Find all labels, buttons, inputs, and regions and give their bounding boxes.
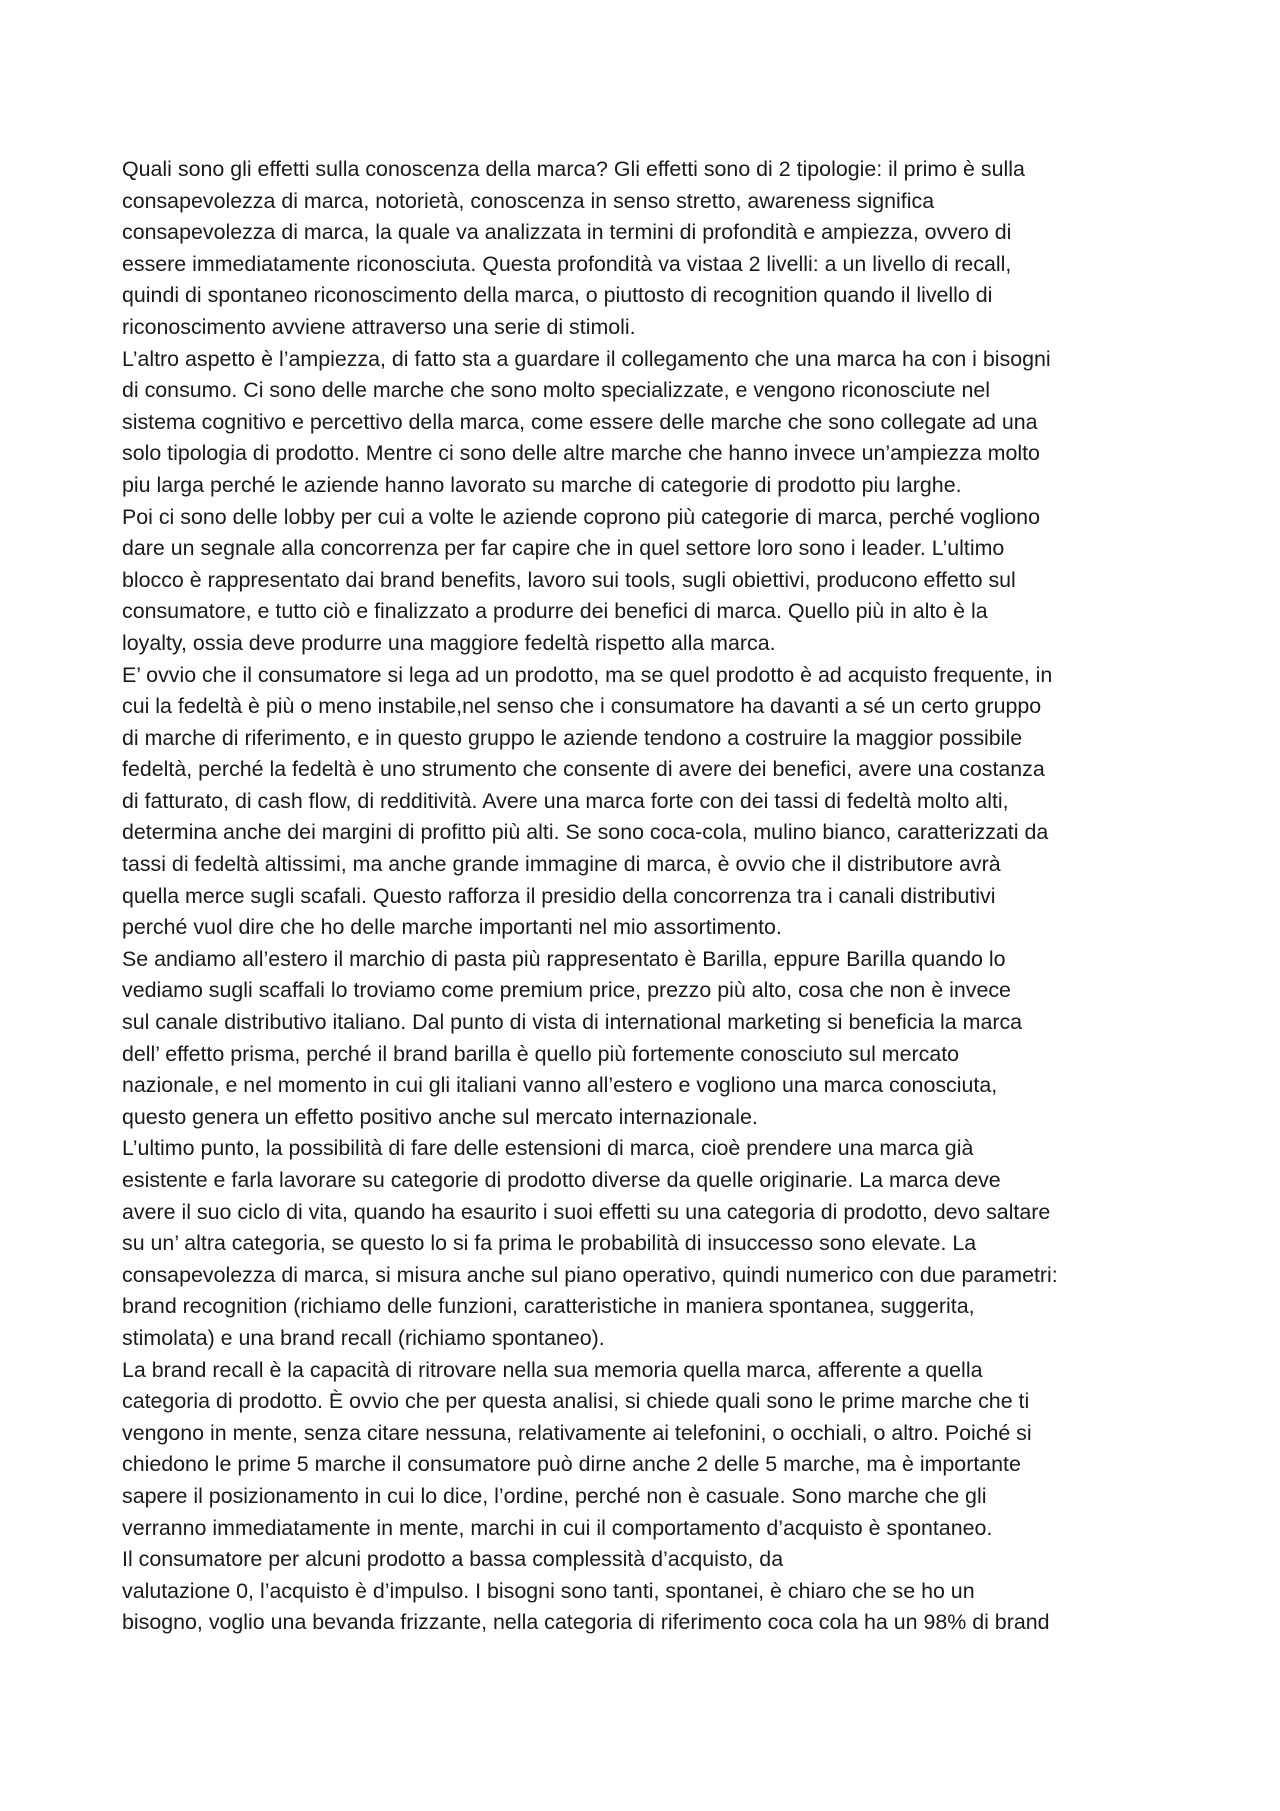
text-line: solo tipologia di prodotto. Mentre ci sono delle altre marche che hanno invece un’ampiezza molto — [122, 441, 1040, 466]
text-line: quindi di spontaneo riconoscimento della marca, o piuttosto di recognition quando il livello di — [122, 283, 993, 308]
text-line: piu larga perché le aziende hanno lavorato su marche di categorie di prodotto piu larghe. — [122, 472, 962, 497]
text-line: consapevolezza di marca, la quale va analizzata in termini di profondità e ampiezza, ovvero di — [122, 220, 1012, 245]
text-line: su un’ altra categoria, se questo lo si fa prima le probabilità di insuccesso sono elevate. La — [122, 1231, 977, 1256]
text-line: sul canale distributivo italiano. Dal punto di vista di international marketing si beneficia la marca — [122, 1010, 1023, 1035]
text-line: categoria di prodotto. È ovvio che per questa analisi, si chiede quali sono le prime marche che ti — [122, 1389, 1030, 1414]
text-line: riconoscimento avviene attraverso una serie di stimoli. — [122, 314, 636, 339]
text-line: blocco è rappresentato dai brand benefits, lavoro sui tools, sugli obiettivi, producono effetto sul — [122, 567, 1016, 592]
text-line: determina anche dei margini di profitto più alti. Se sono coca-cola, mulino bianco, caratterizzati da — [122, 820, 1049, 845]
text-line: stimolata) e una brand recall (richiamo spontaneo). — [122, 1325, 605, 1350]
text-line: brand recognition (richiamo delle funzioni, caratteristiche in maniera spontanea, suggerita, — [122, 1294, 975, 1319]
text-line: sapere il posizionamento in cui lo dice, l’ordine, perché non è casuale. Sono marche che gli — [122, 1483, 987, 1508]
text-line: dell’ effetto prisma, perché il brand barilla è quello più fortemente conosciuto sul mercato — [122, 1041, 960, 1066]
text-line: consapevolezza di marca, notorietà, conoscenza in senso stretto, awareness significa — [122, 188, 935, 213]
text-line: di consumo. Ci sono delle marche che sono molto specializzate, e vengono riconosciute nel — [122, 378, 990, 403]
text-line: sistema cognitivo e percettivo della marca, come essere delle marche che sono collegate ad una — [122, 409, 1038, 434]
text-line: Il consumatore per alcuni prodotto a bassa complessità d’acquisto, da — [122, 1547, 784, 1572]
text-line: avere il suo ciclo di vita, quando ha esaurito i suoi effetti su una categoria di prodotto, devo saltare — [122, 1199, 1051, 1224]
text-line: valutazione 0, l’acquisto è d’impulso. I bisogni sono tanti, spontanei, è chiaro che se ho un — [122, 1578, 975, 1603]
text-line: L’ultimo punto, la possibilità di fare delle estensioni di marca, cioè prendere una marca già — [122, 1136, 974, 1161]
text-line: bisogno, voglio una bevanda frizzante, nella categoria di riferimento coca cola ha un 98% di brand — [122, 1610, 1050, 1635]
text-line: tassi di fedeltà altissimi, ma anche grande immagine di marca, è ovvio che il distributore avrà — [122, 852, 1001, 877]
text-line: di fatturato, di cash flow, di redditività. Avere una marca forte con dei tassi di fedeltà molto alti, — [122, 788, 1009, 813]
text-line: essere immediatamente riconosciuta. Questa profondità va vistaa 2 livelli: a un livello di recall, — [122, 251, 1012, 276]
text-line: consapevolezza di marca, si misura anche sul piano operativo, quindi numerico con due parametri: — [122, 1262, 1058, 1287]
text-line: quella merce sugli scafali. Questo rafforza il presidio della concorrenza tra i canali distributivi — [122, 883, 996, 908]
text-line: La brand recall è la capacità di ritrovare nella sua memoria quella marca, afferente a quella — [122, 1357, 983, 1382]
text-line: verranno immediatamente in mente, marchi in cui il comportamento d’acquisto è spontaneo. — [122, 1515, 993, 1540]
text-line: esistente e farla lavorare su categorie di prodotto diverse da quelle originarie. La marca deve — [122, 1168, 1001, 1192]
text-line: dare un segnale alla concorrenza per far capire che in quel settore loro sono i leader. L’ultimo — [122, 536, 1005, 561]
text-line: vediamo sugli scaffali lo troviamo come premium price, prezzo più alto, cosa che non è invece — [122, 978, 1011, 1003]
text-line: cui la fedeltà è più o meno instabile,nel senso che i consumatore ha davanti a sé un certo gruppo — [122, 694, 1042, 719]
text-line: Poi ci sono delle lobby per cui a volte le aziende coprono più categorie di marca, perché vogliono — [122, 504, 1040, 529]
text-line: questo genera un effetto positivo anche sul mercato internazionale. — [122, 1104, 758, 1129]
text-line: L’altro aspetto è l’ampiezza, di fatto sta a guardare il collegamento che una marca ha con i bisogni — [122, 346, 1051, 371]
text-line: vengono in mente, senza citare nessuna, relativamente ai telefonini, o occhiali, o altro. Poiché si — [122, 1420, 1032, 1445]
text-line: loyalty, ossia deve produrre una maggiore fedeltà rispetto alla marca. — [122, 630, 776, 655]
text-line: perché vuol dire che ho delle marche importanti nel mio assortimento. — [122, 915, 782, 940]
text-line: E’ ovvio che il consumatore si lega ad un prodotto, ma se quel prodotto è ad acquisto frequente, in — [122, 662, 1053, 687]
text-line: Se andiamo all’estero il marchio di pasta più rappresentato è Barilla, eppure Barilla quando lo — [122, 946, 1006, 971]
text-line: nazionale, e nel momento in cui gli italiani vanno all’estero e vogliono una marca conosciuta, — [122, 1073, 998, 1098]
text-line: Quali sono gli effetti sulla conoscenza della marca? Gli effetti sono di 2 tipologie: il primo è sulla — [122, 157, 1025, 181]
document-body — [122, 154, 1170, 1639]
text-line: chiedono le prime 5 marche il consumatore può dirne anche 2 delle 5 marche, ma è importante — [122, 1452, 1021, 1477]
text-line: di marche di riferimento, e in questo gruppo le aziende tendono a costruire la maggior possibile — [122, 725, 1023, 750]
text-line: consumatore, e tutto ciò e finalizzato a produrre dei benefici di marca. Quello più in alto è la — [122, 599, 988, 624]
text-line: fedeltà, perché la fedeltà è uno strumento che consente di avere dei benefici, avere una costanza — [122, 757, 1045, 782]
